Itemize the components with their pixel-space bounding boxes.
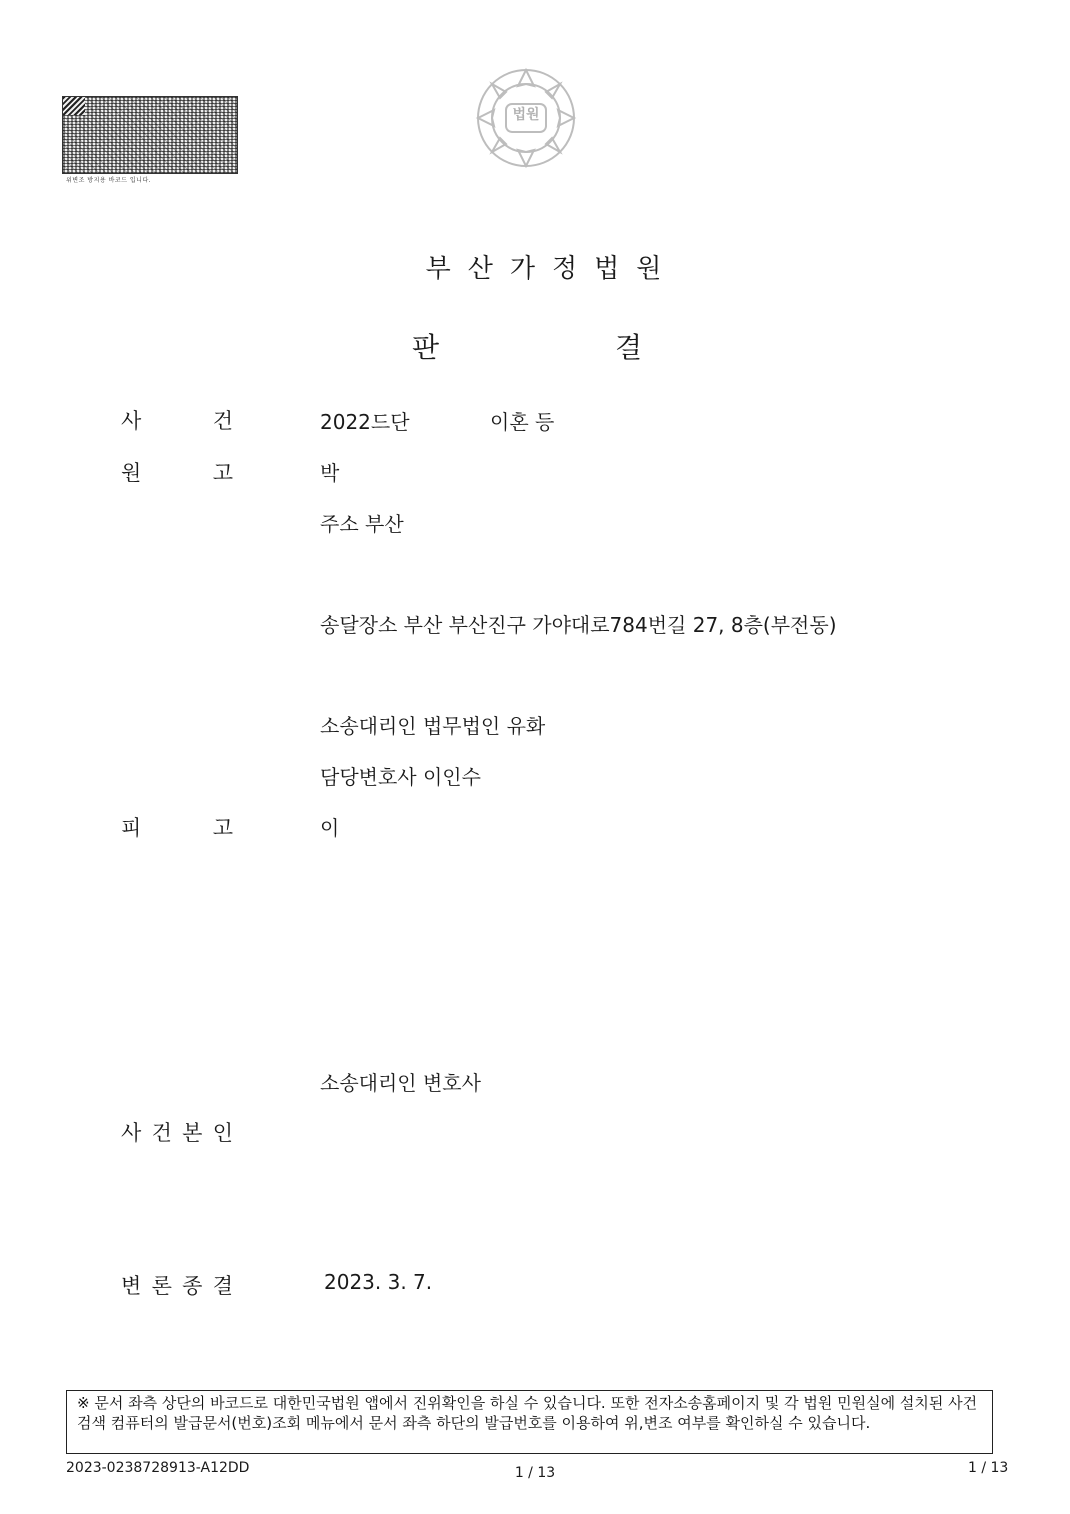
plaintiff-lawyer: 담당변호사 이인수	[320, 765, 481, 789]
principal-label-char: 사	[121, 1121, 142, 1145]
defendant-label	[121, 812, 233, 842]
case-label-char: 사	[121, 409, 142, 433]
case-label-char: 건	[212, 409, 233, 433]
document-title-char: 결	[614, 331, 642, 364]
verification-notice: ※ 문서 좌측 상단의 바코드로 대한민국법원 앱에서 진위확인을 하실 수 있습니다. 또한 전자소송홈페이지 및 각 법원 민원실에 설치된 사건검색 컴퓨터의 발급문서(번호)조회 메뉴에서 문서 좌측 하단의 발급번호를 이용하여 위,변조 여부를 확인하실 수 있습니다.	[66, 1390, 993, 1454]
issue-number: 2023-0238728913-A12DD	[66, 1460, 250, 1476]
barcode-caption: 위변조 방지용 바코드 입니다.	[66, 177, 152, 184]
case-number: 2022드단	[320, 410, 410, 434]
anti-forgery-barcode	[62, 96, 238, 174]
closing-label-char: 론	[151, 1274, 172, 1298]
document-title	[412, 326, 642, 366]
closing-label-char: 변	[121, 1274, 142, 1298]
case-label	[121, 405, 233, 435]
defendant-label-char: 피	[121, 816, 142, 840]
closing-label	[121, 1270, 233, 1300]
closing-date: 2023. 3. 7.	[324, 1270, 433, 1294]
case-name: 이혼 등	[490, 410, 555, 434]
plaintiff-address: 주소 부산	[320, 512, 404, 536]
defendant-attorney: 소송대리인 변호사	[320, 1071, 481, 1095]
closing-label-char: 종	[182, 1274, 203, 1298]
plaintiff-label-char: 고	[212, 461, 233, 485]
plaintiff-attorney: 소송대리인 법무법인 유화	[320, 714, 546, 738]
page-number-center: 1 / 13	[514, 1465, 556, 1481]
principal-label-char: 본	[182, 1121, 203, 1145]
plaintiff-label	[121, 457, 233, 487]
principal-label-char: 건	[151, 1121, 172, 1145]
page-number-right: 1 / 13	[968, 1460, 1009, 1476]
defendant-name: 이	[320, 816, 340, 840]
emblem-label: 법원	[512, 107, 540, 123]
plaintiff-name: 박	[320, 461, 340, 485]
closing-label-char: 결	[212, 1274, 233, 1298]
plaintiff-delivery-address: 송달장소 부산 부산진구 가야대로784번길 27, 8층(부전동)	[320, 613, 837, 637]
principal-label-char: 인	[212, 1121, 233, 1145]
principal-label	[121, 1117, 233, 1147]
barcode-corner-mark	[63, 97, 85, 115]
document-title-char: 판	[412, 331, 440, 364]
court-name: 부산가정법원	[425, 254, 679, 284]
defendant-label-char: 고	[212, 816, 233, 840]
plaintiff-label-char: 원	[121, 461, 142, 485]
